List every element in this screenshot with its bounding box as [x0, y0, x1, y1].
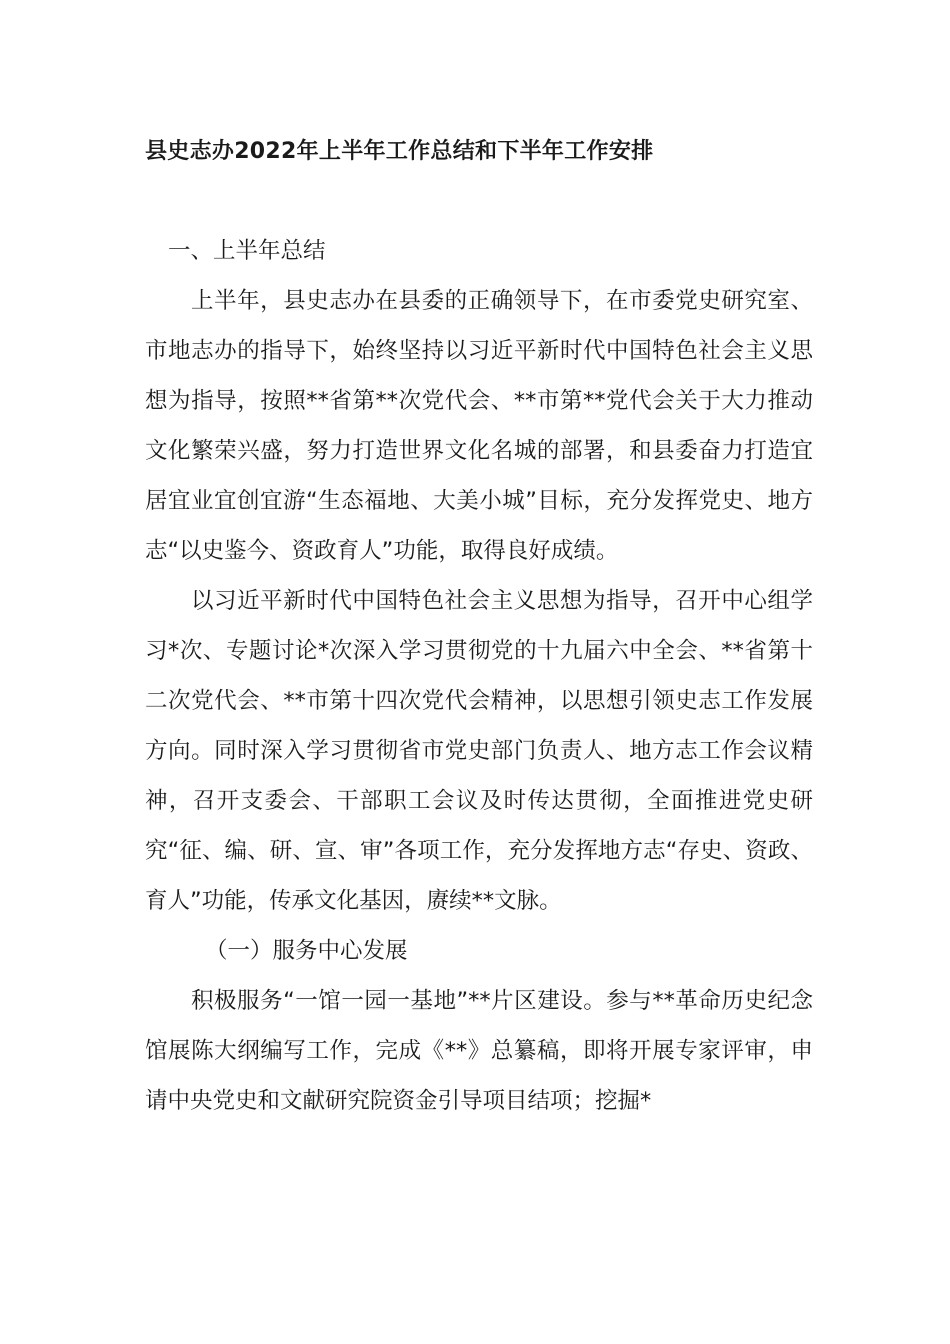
paragraph-overview: 上半年，县史志办在县委的正确领导下，在市委党史研究室、市地志办的指导下，始终坚持以习近平新时代中国特色社会主义思想为指导，按照**省第**次党代会、**市第**党代会关于大力推动文化繁荣兴盛，努力打造世界文化名城的部署，和县委奋力打造宜居宜业宜创宜游“生态福地、大美小城”目标，充分发挥党史、地方志“以史鉴今、资政育人”功能，取得良好成绩。 — [145, 288, 813, 564]
subsection-heading-serve-center: （一）服务中心发展 — [205, 938, 408, 964]
paragraph-study-guidance: 以习近平新时代中国特色社会主义思想为指导，召开中心组学习*次、专题讨论*次深入学习贯彻党的十九届六中全会、**省第十二次党代会、**市第十四次党代会精神，以思想引领史志工作发展方向。同时深入学习贯彻省市党史部门负责人、地方志工作会议精神，召开支委会、干部职工会议及时传达贯彻，全面推进党史研究“征、编、研、宣、审”各项工作，充分发挥地方志“存史、资政、育人”功能，传承文化基因，赓续**文脉。 — [145, 588, 813, 914]
section-heading-first-half-summary: 一、上半年总结 — [168, 238, 326, 264]
document-body — [145, 226, 813, 1126]
paragraph-serve-projects: 积极服务“一馆一园一基地”**片区建设。参与**革命历史纪念馆展陈大纲编写工作，完成《**》总纂稿，即将开展专家评审，申请中央党史和文献研究院资金引导项目结项；挖掘* — [145, 988, 813, 1114]
document-title: 县史志办2022年上半年工作总结和下半年工作安排 — [145, 139, 654, 164]
